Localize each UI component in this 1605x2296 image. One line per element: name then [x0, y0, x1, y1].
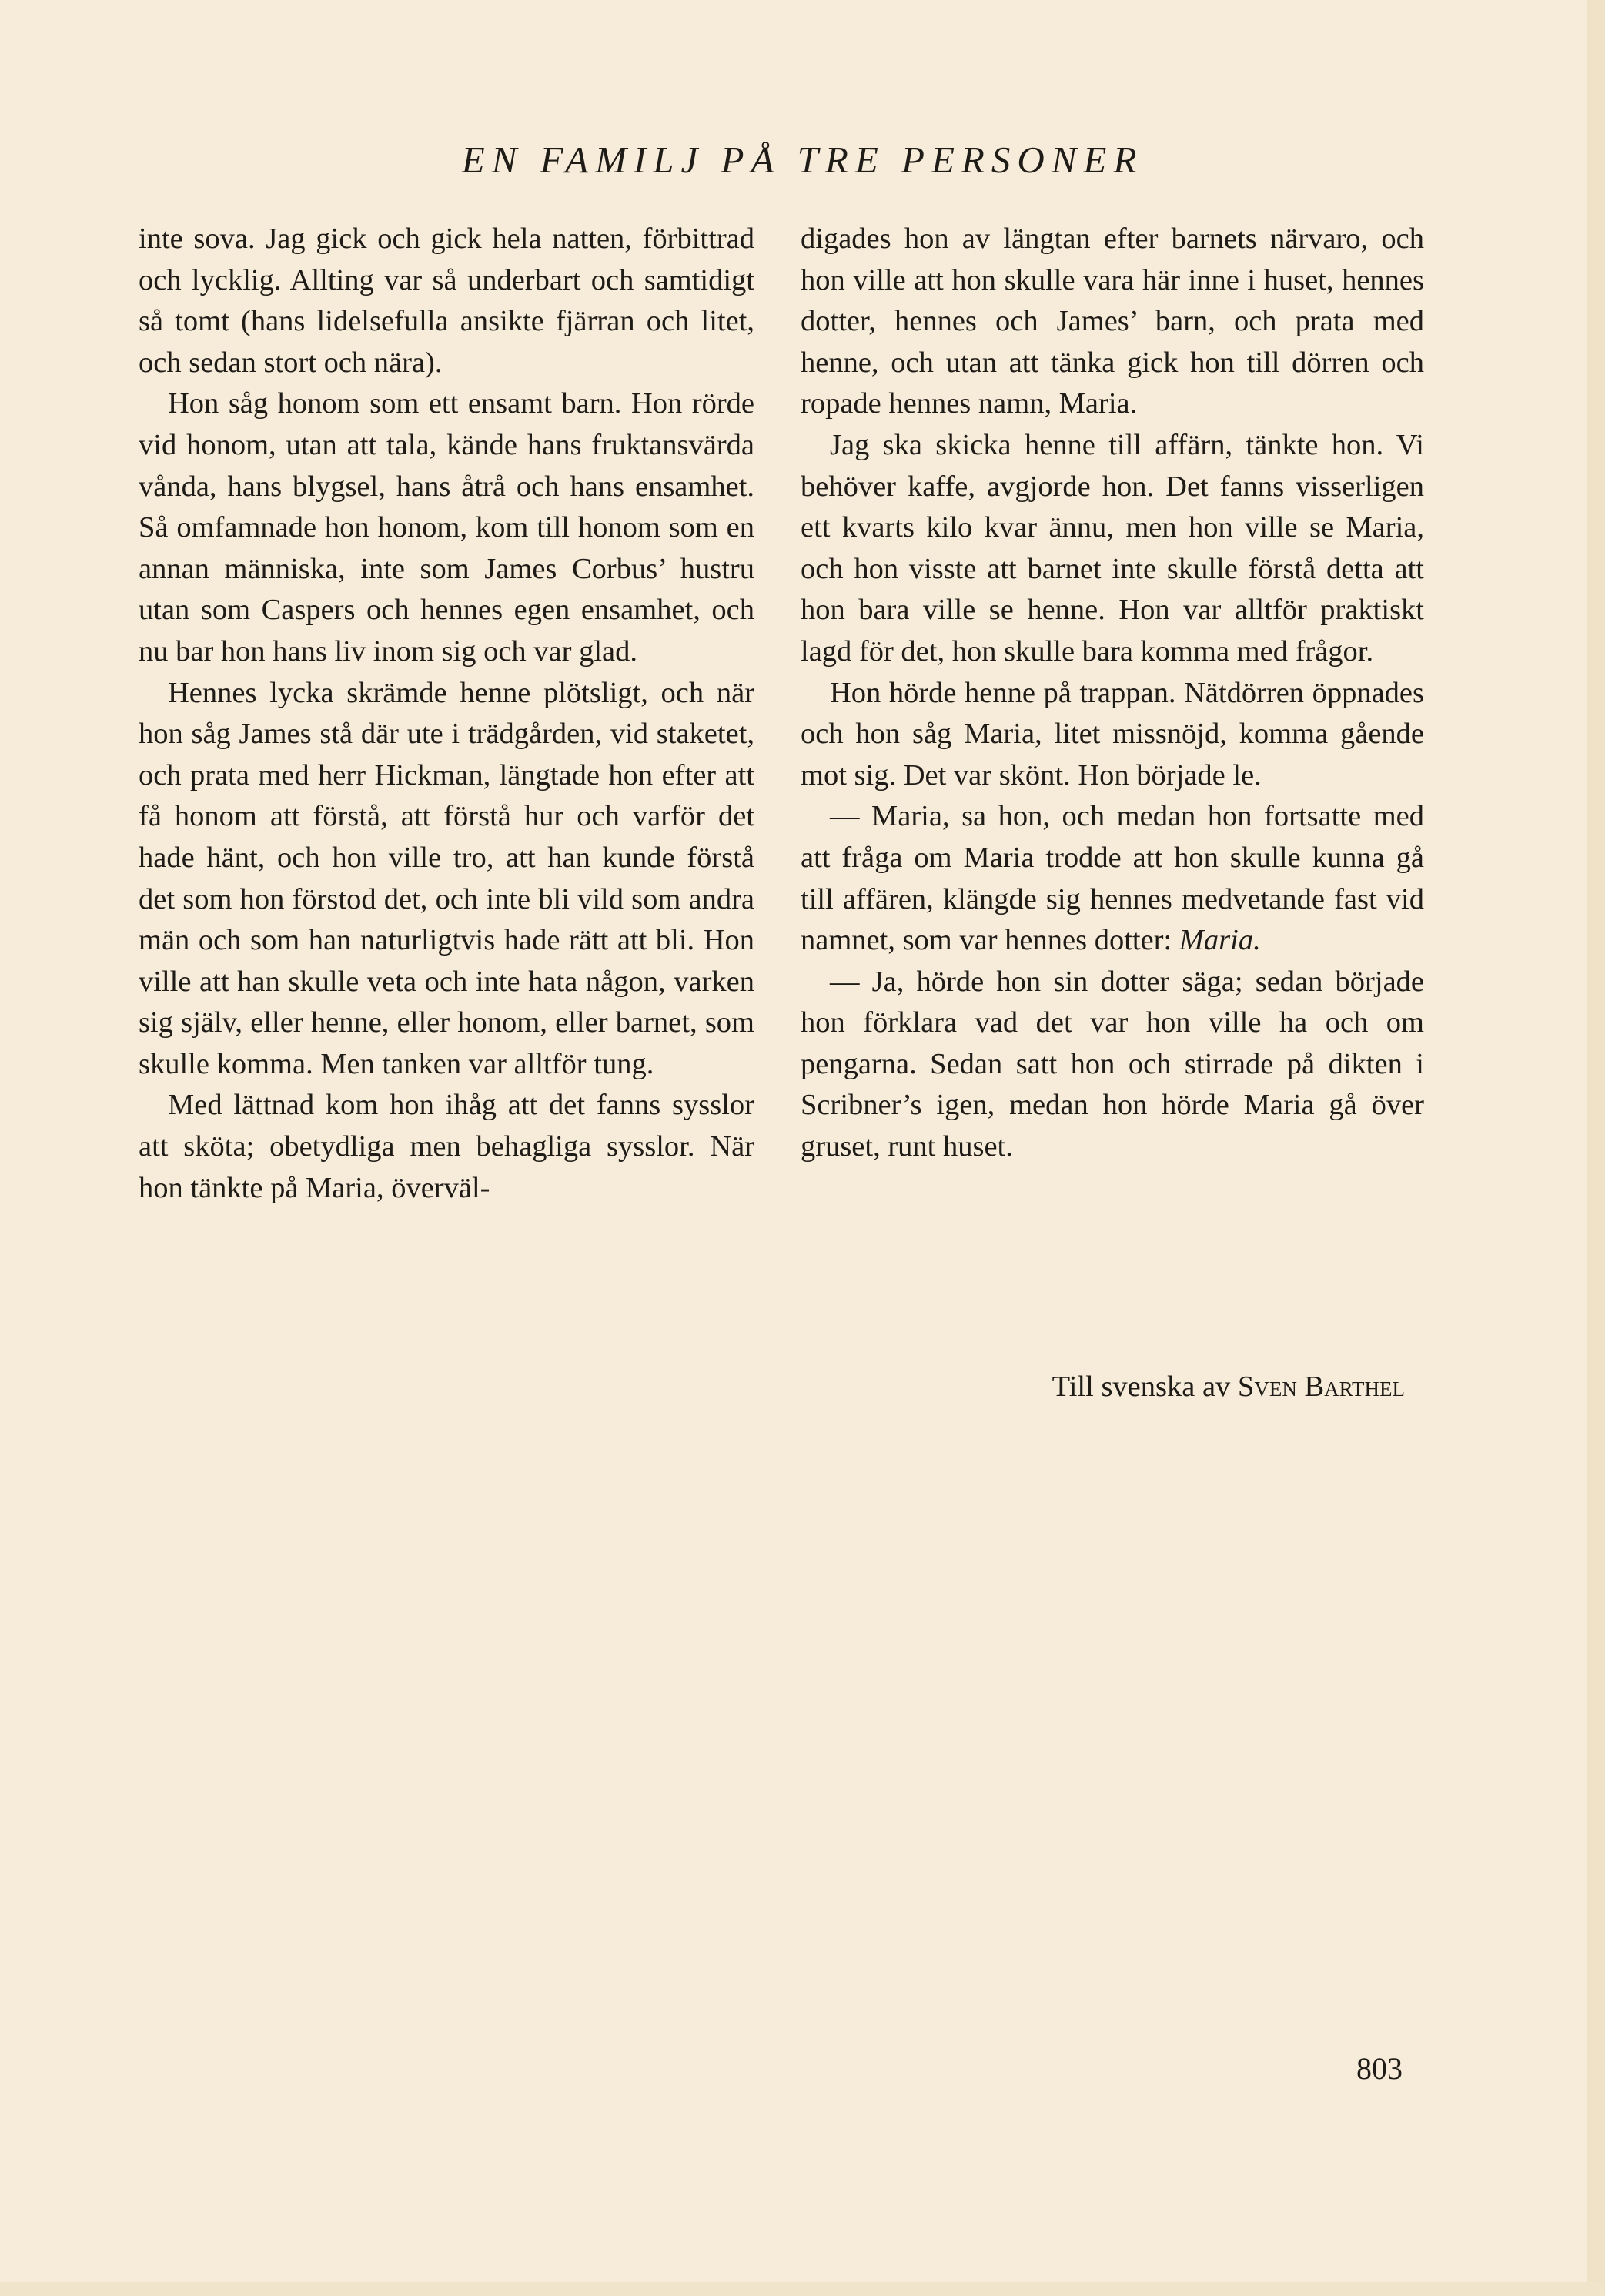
paragraph: inte sova. Jag gick och gick hela natten, förbittrad och lycklig. Allting var så underbart och samtidigt så tomt (hans lidelsefulla ansikte fjärran och litet, och sedan stort och nära).: [139, 223, 754, 379]
dialogue-paragraph: [801, 796, 1424, 961]
left-column: [139, 219, 754, 1209]
translator-credit: [801, 1367, 1405, 1408]
page-number: 803: [1356, 2051, 1403, 2086]
right-column: [801, 219, 1424, 1168]
paragraph: Hennes lycka skrämde henne plötsligt, och när hon såg James stå där ute i trädgården, vid staketet, och prata med herr Hickman, längtade hon efter att få honom att förstå, att förstå hur och varför det hade hänt, och hon ville tro, att han kunde förstå det som hon förstod det, och inte bli vild som andra män och som han naturligtvis hade rätt att bli. Hon ville att han skulle veta och inte hata någon, varken sig själv, eller henne, eller honom, eller barnet, som skulle komma. Men tanken var alltför tung.: [139, 676, 754, 1080]
running-head: EN FAMILJ PÅ TRE PERSONER: [461, 139, 1144, 181]
dialogue-paragraph: — Ja, hörde hon sin dotter säga; sedan började hon förklara vad det var hon ville ha och om pengarna. Sedan satt hon och stirrade på dikten i Scribner’s igen, medan hon hörde Maria gå över gruset, runt huset.: [801, 965, 1424, 1163]
paragraph: Jag ska skicka henne till affärn, tänkte hon. Vi behöver kaffe, avgjorde hon. Det fanns visserligen ett kvarts kilo kvar ännu, men hon ville se Maria, och hon visste att barnet inte skulle förstå detta att hon bara ville se henne. Hon var alltför praktiskt lagd för det, hon skulle bara komma med frågor.: [801, 428, 1424, 668]
paragraph: Hon hörde henne på trappan. Nätdörren öppnades och hon såg Maria, litet missnöjd, komma gående mot sig. Det var skönt. Hon började le.: [801, 676, 1424, 792]
paragraph: Med lättnad kom hon ihåg att det fanns sysslor att sköta; obetydliga men behagliga sysslor. När hon tänkte på Maria, överväl-: [139, 1089, 754, 1204]
scan-edge-right: [1587, 0, 1605, 2296]
italic-name: Maria.: [1179, 924, 1261, 957]
translator-prefix: Till svenska av: [1052, 1371, 1231, 1403]
scan-edge-bottom: [0, 2282, 1605, 2296]
dialogue-text: — Maria, sa hon, och medan hon fortsatte med att fråga om Maria trodde att hon skulle kunna gå till affären, klängde sig hennes medvetande fast vid namnet, som var hennes dotter:: [801, 800, 1424, 957]
paragraph: Hon såg honom som ett ensamt barn. Hon rörde vid honom, utan att tala, kände hans fruktansvärda vånda, hans blygsel, hans åtrå och hans ensamhet. Så omfamnade hon honom, kom till honom som en annan människa, inte som James Corbus’ hustru utan som Caspers och hennes egen ensamhet, och nu bar hon hans liv inom sig och var glad.: [139, 387, 754, 668]
translator-name: Sven Barthel: [1237, 1371, 1405, 1403]
paragraph: digades hon av längtan efter barnets närvaro, och hon ville att hon skulle vara här inne i huset, hennes dotter, hennes och James’ barn, och prata med henne, och utan att tänka gick hon till dörren och ropade hennes namn, Maria.: [801, 223, 1424, 420]
